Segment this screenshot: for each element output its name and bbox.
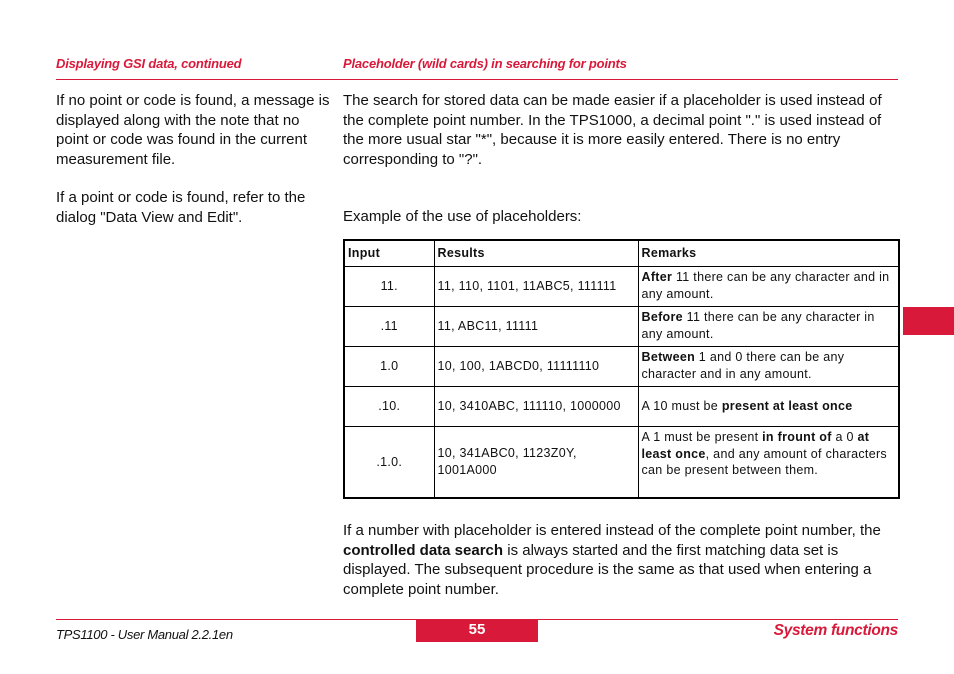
table-cell-remarks [638, 387, 899, 427]
table-row [344, 347, 899, 387]
remark-text: 11 there can be any character in any amount. [641, 310, 875, 341]
table-cell-input: 11. [344, 267, 434, 307]
remark-text: a 0 [831, 430, 858, 444]
page-number: 55 [416, 620, 538, 642]
table-cell-input: .11 [344, 307, 434, 347]
table-cell-results: 10, 100, 1ABCD0, 11111110 [434, 347, 638, 387]
section-header-left: Displaying GSI data, continued [56, 56, 242, 71]
chapter-side-tab [903, 307, 954, 335]
manual-title: TPS1100 - User Manual 2.2.1en [56, 627, 233, 642]
table-header-remarks: Remarks [638, 240, 899, 267]
paragraph-emphasis: controlled data search [343, 541, 504, 559]
remark-text: , and any amount of characters can be present between them. [641, 446, 887, 477]
table-header-results: Results [434, 240, 638, 267]
left-paragraph-not-found: If no point or code is found, a message is displayed along with the note that no point or code was found in the current measurement file. [56, 92, 330, 168]
section-header-right: Placeholder (wild cards) in searching for points [343, 56, 627, 71]
header-rule [56, 79, 898, 80]
remark-emphasis: present at least once [721, 399, 853, 414]
remark-emphasis: Before [641, 310, 683, 324]
table-cell-remarks [638, 427, 899, 498]
table-cell-results: 11, 110, 1101, 11ABC5, 111111 [434, 267, 638, 307]
left-paragraph-found: If a point or code is found, refer to the dialog "Data View and Edit". [56, 189, 306, 226]
table-cell-input: .1.0. [344, 427, 434, 498]
remark-text: A 10 must be [641, 399, 722, 414]
table-row [344, 267, 899, 307]
table-row [344, 307, 899, 347]
table-row [344, 427, 899, 498]
right-paragraph-intro: The search for stored data can be made easier if a placeholder is used instead of the complete point number. In the TPS1000, a decimal point "." is used instead of the more usual star "*", because it is more easily entered. There is no entry corresponding to "?". [343, 92, 882, 168]
table-cell-remarks [638, 307, 899, 347]
remark-emphasis: Between [641, 350, 696, 364]
remark-emphasis: at least once [641, 430, 870, 461]
table-cell-results: 10, 341ABC0, 1123Z0Y, 1001A000 [434, 427, 638, 498]
remark-text: A 1 must be present [641, 430, 763, 444]
table-cell-input: .10. [344, 387, 434, 427]
remark-emphasis: After [641, 270, 673, 284]
right-paragraph-controlled-search [343, 521, 898, 599]
table-cell-remarks [638, 347, 899, 387]
remark-text: 1 and 0 there can be any character and in any amount. [641, 350, 845, 381]
remark-emphasis: in frount of [762, 430, 832, 444]
table-cell-results: 11, ABC11, 11111 [434, 307, 638, 347]
table-cell-results: 10, 3410ABC, 111110, 1000000 [434, 387, 638, 427]
paragraph-text: If a number with placeholder is entered instead of the complete point number, the [343, 522, 881, 539]
table-row [344, 387, 899, 427]
table-header-input: Input [344, 240, 434, 267]
chapter-title: System functions [773, 622, 898, 639]
table-cell-remarks [638, 267, 899, 307]
placeholder-example-table [343, 239, 900, 499]
right-paragraph-example-caption: Example of the use of placeholders: [343, 208, 582, 225]
paragraph-text: is always started and the first matching data set is displayed. The subsequent procedure is the same as that used when entering a complete point number. [343, 541, 872, 598]
remark-text: 11 there can be any character and in any amount. [641, 270, 890, 301]
table-header-row [344, 240, 899, 267]
table-cell-input: 1.0 [344, 347, 434, 387]
